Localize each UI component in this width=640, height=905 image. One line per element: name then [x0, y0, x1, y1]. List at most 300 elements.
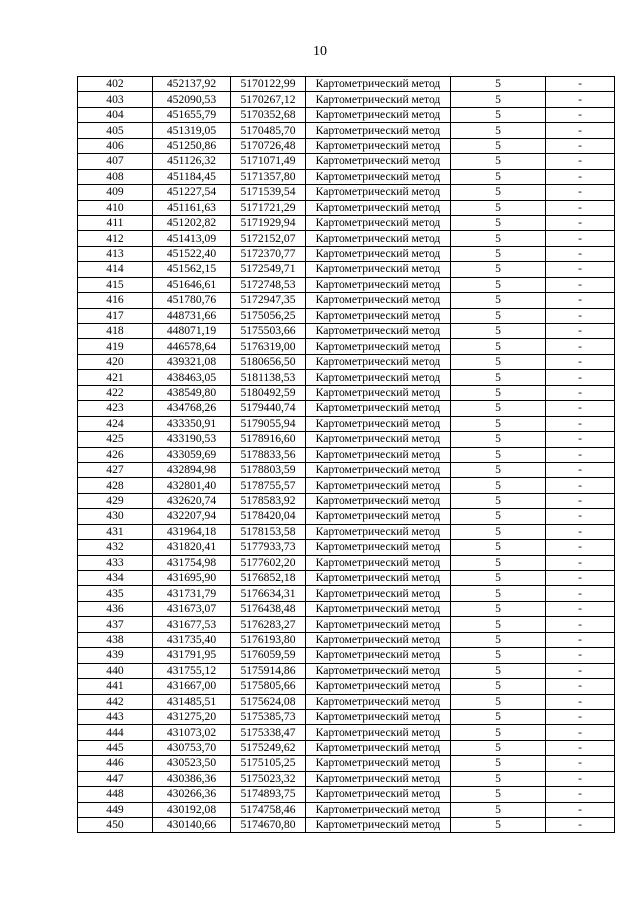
point-number-cell: 414: [78, 262, 153, 277]
description-cell: -: [546, 679, 615, 694]
y-coordinate-cell: 5176438,48: [231, 601, 306, 616]
y-coordinate-cell: 5170267,12: [231, 92, 306, 107]
table-row: [78, 339, 615, 354]
method-cell: Картометрический метод: [306, 370, 451, 385]
table-row: [78, 169, 615, 184]
x-coordinate-cell: 431073,02: [153, 725, 231, 740]
point-number-cell: 437: [78, 617, 153, 632]
y-coordinate-cell: 5178420,04: [231, 509, 306, 524]
accuracy-cell: 5: [451, 571, 546, 586]
method-cell: Картометрический метод: [306, 617, 451, 632]
description-cell: -: [546, 138, 615, 153]
accuracy-cell: 5: [451, 632, 546, 647]
table-row: [78, 432, 615, 447]
description-cell: -: [546, 277, 615, 292]
method-cell: Картометрический метод: [306, 293, 451, 308]
table-row: [78, 277, 615, 292]
y-coordinate-cell: 5177602,20: [231, 555, 306, 570]
accuracy-cell: 5: [451, 586, 546, 601]
accuracy-cell: 5: [451, 756, 546, 771]
table-row: [78, 756, 615, 771]
y-coordinate-cell: 5181138,53: [231, 370, 306, 385]
x-coordinate-cell: 430753,70: [153, 740, 231, 755]
description-cell: -: [546, 370, 615, 385]
table-row: [78, 354, 615, 369]
method-cell: Картометрический метод: [306, 169, 451, 184]
table-row: [78, 401, 615, 416]
x-coordinate-cell: 439321,08: [153, 354, 231, 369]
y-coordinate-cell: 5175805,66: [231, 679, 306, 694]
accuracy-cell: 5: [451, 478, 546, 493]
table-row: [78, 447, 615, 462]
point-number-cell: 423: [78, 401, 153, 416]
x-coordinate-cell: 451646,61: [153, 277, 231, 292]
point-number-cell: 435: [78, 586, 153, 601]
table-row: [78, 694, 615, 709]
y-coordinate-cell: 5179440,74: [231, 401, 306, 416]
x-coordinate-cell: 430386,36: [153, 771, 231, 786]
accuracy-cell: 5: [451, 262, 546, 277]
y-coordinate-cell: 5177933,73: [231, 540, 306, 555]
accuracy-cell: 5: [451, 231, 546, 246]
method-cell: Картометрический метод: [306, 555, 451, 570]
y-coordinate-cell: 5174893,75: [231, 787, 306, 802]
point-number-cell: 421: [78, 370, 153, 385]
accuracy-cell: 5: [451, 540, 546, 555]
accuracy-cell: 5: [451, 215, 546, 230]
method-cell: Картометрический метод: [306, 432, 451, 447]
point-number-cell: 441: [78, 679, 153, 694]
description-cell: -: [546, 324, 615, 339]
y-coordinate-cell: 5172748,53: [231, 277, 306, 292]
x-coordinate-cell: 434768,26: [153, 401, 231, 416]
accuracy-cell: 5: [451, 308, 546, 323]
point-number-cell: 434: [78, 571, 153, 586]
description-cell: -: [546, 123, 615, 138]
x-coordinate-cell: 431731,79: [153, 586, 231, 601]
table-row: [78, 478, 615, 493]
table-row: [78, 154, 615, 169]
x-coordinate-cell: 433190,53: [153, 432, 231, 447]
table-row: [78, 293, 615, 308]
description-cell: -: [546, 571, 615, 586]
y-coordinate-cell: 5178803,59: [231, 462, 306, 477]
table-row: [78, 231, 615, 246]
x-coordinate-cell: 451161,63: [153, 200, 231, 215]
coordinates-table-body: [78, 77, 615, 833]
y-coordinate-cell: 5180656,50: [231, 354, 306, 369]
description-cell: -: [546, 555, 615, 570]
description-cell: -: [546, 818, 615, 833]
accuracy-cell: 5: [451, 694, 546, 709]
x-coordinate-cell: 432801,40: [153, 478, 231, 493]
table-row: [78, 493, 615, 508]
accuracy-cell: 5: [451, 555, 546, 570]
method-cell: Картометрический метод: [306, 802, 451, 817]
method-cell: Картометрический метод: [306, 509, 451, 524]
point-number-cell: 424: [78, 416, 153, 431]
point-number-cell: 442: [78, 694, 153, 709]
method-cell: Картометрический метод: [306, 185, 451, 200]
point-number-cell: 404: [78, 107, 153, 122]
point-number-cell: 431: [78, 524, 153, 539]
description-cell: -: [546, 432, 615, 447]
method-cell: Картометрический метод: [306, 571, 451, 586]
table-row: [78, 540, 615, 555]
method-cell: Картометрический метод: [306, 385, 451, 400]
point-number-cell: 439: [78, 648, 153, 663]
table-row: [78, 138, 615, 153]
accuracy-cell: 5: [451, 354, 546, 369]
description-cell: -: [546, 339, 615, 354]
y-coordinate-cell: 5175914,86: [231, 663, 306, 678]
x-coordinate-cell: 431735,40: [153, 632, 231, 647]
description-cell: -: [546, 308, 615, 323]
description-cell: -: [546, 293, 615, 308]
y-coordinate-cell: 5179055,94: [231, 416, 306, 431]
y-coordinate-cell: 5178153,58: [231, 524, 306, 539]
x-coordinate-cell: 431275,20: [153, 709, 231, 724]
method-cell: Картометрический метод: [306, 324, 451, 339]
accuracy-cell: 5: [451, 185, 546, 200]
point-number-cell: 403: [78, 92, 153, 107]
point-number-cell: 440: [78, 663, 153, 678]
x-coordinate-cell: 431673,07: [153, 601, 231, 616]
accuracy-cell: 5: [451, 401, 546, 416]
table-row: [78, 648, 615, 663]
table-row: [78, 725, 615, 740]
x-coordinate-cell: 430266,36: [153, 787, 231, 802]
table-row: [78, 601, 615, 616]
table-row: [78, 246, 615, 261]
point-number-cell: 433: [78, 555, 153, 570]
point-number-cell: 407: [78, 154, 153, 169]
y-coordinate-cell: 5175385,73: [231, 709, 306, 724]
accuracy-cell: 5: [451, 293, 546, 308]
x-coordinate-cell: 448731,66: [153, 308, 231, 323]
method-cell: Картометрический метод: [306, 709, 451, 724]
point-number-cell: 419: [78, 339, 153, 354]
point-number-cell: 418: [78, 324, 153, 339]
x-coordinate-cell: 431964,18: [153, 524, 231, 539]
x-coordinate-cell: 451126,32: [153, 154, 231, 169]
description-cell: -: [546, 493, 615, 508]
description-cell: -: [546, 354, 615, 369]
method-cell: Картометрический метод: [306, 262, 451, 277]
x-coordinate-cell: 433059,69: [153, 447, 231, 462]
x-coordinate-cell: 430192,08: [153, 802, 231, 817]
description-cell: -: [546, 586, 615, 601]
point-number-cell: 422: [78, 385, 153, 400]
accuracy-cell: 5: [451, 416, 546, 431]
x-coordinate-cell: 451250,86: [153, 138, 231, 153]
x-coordinate-cell: 432894,98: [153, 462, 231, 477]
table-row: [78, 586, 615, 601]
point-number-cell: 412: [78, 231, 153, 246]
table-row: [78, 185, 615, 200]
accuracy-cell: 5: [451, 679, 546, 694]
accuracy-cell: 5: [451, 277, 546, 292]
y-coordinate-cell: 5175105,25: [231, 756, 306, 771]
point-number-cell: 446: [78, 756, 153, 771]
method-cell: Картометрический метод: [306, 416, 451, 431]
accuracy-cell: 5: [451, 432, 546, 447]
description-cell: -: [546, 416, 615, 431]
accuracy-cell: 5: [451, 370, 546, 385]
method-cell: Картометрический метод: [306, 447, 451, 462]
method-cell: Картометрический метод: [306, 231, 451, 246]
y-coordinate-cell: 5175624,08: [231, 694, 306, 709]
method-cell: Картометрический метод: [306, 632, 451, 647]
table-row: [78, 632, 615, 647]
point-number-cell: 409: [78, 185, 153, 200]
description-cell: -: [546, 540, 615, 555]
y-coordinate-cell: 5176319,00: [231, 339, 306, 354]
accuracy-cell: 5: [451, 725, 546, 740]
description-cell: -: [546, 648, 615, 663]
point-number-cell: 417: [78, 308, 153, 323]
x-coordinate-cell: 431667,00: [153, 679, 231, 694]
x-coordinate-cell: 451184,45: [153, 169, 231, 184]
description-cell: -: [546, 802, 615, 817]
method-cell: Картометрический метод: [306, 540, 451, 555]
table-row: [78, 524, 615, 539]
point-number-cell: 445: [78, 740, 153, 755]
x-coordinate-cell: 451413,09: [153, 231, 231, 246]
description-cell: -: [546, 262, 615, 277]
table-row: [78, 617, 615, 632]
page-number: 10: [313, 44, 327, 59]
table-row: [78, 509, 615, 524]
point-number-cell: 444: [78, 725, 153, 740]
table-row: [78, 663, 615, 678]
point-number-cell: 420: [78, 354, 153, 369]
method-cell: Картометрический метод: [306, 354, 451, 369]
description-cell: -: [546, 509, 615, 524]
x-coordinate-cell: 431755,12: [153, 663, 231, 678]
table-row: [78, 818, 615, 833]
table-row: [78, 123, 615, 138]
table-row: [78, 385, 615, 400]
y-coordinate-cell: 5176634,31: [231, 586, 306, 601]
description-cell: -: [546, 740, 615, 755]
description-cell: -: [546, 401, 615, 416]
x-coordinate-cell: 432207,94: [153, 509, 231, 524]
description-cell: -: [546, 632, 615, 647]
table-row: [78, 740, 615, 755]
description-cell: -: [546, 385, 615, 400]
accuracy-cell: 5: [451, 771, 546, 786]
table-row: [78, 200, 615, 215]
method-cell: Картометрический метод: [306, 648, 451, 663]
accuracy-cell: 5: [451, 493, 546, 508]
y-coordinate-cell: 5172152,07: [231, 231, 306, 246]
accuracy-cell: 5: [451, 92, 546, 107]
y-coordinate-cell: 5180492,59: [231, 385, 306, 400]
accuracy-cell: 5: [451, 462, 546, 477]
y-coordinate-cell: 5178916,60: [231, 432, 306, 447]
table-row: [78, 416, 615, 431]
point-number-cell: 408: [78, 169, 153, 184]
table-row: [78, 802, 615, 817]
description-cell: -: [546, 200, 615, 215]
description-cell: -: [546, 771, 615, 786]
y-coordinate-cell: 5174670,80: [231, 818, 306, 833]
description-cell: -: [546, 725, 615, 740]
x-coordinate-cell: 451655,79: [153, 107, 231, 122]
coordinates-table: [77, 76, 615, 833]
method-cell: Картометрический метод: [306, 818, 451, 833]
method-cell: Картометрический метод: [306, 277, 451, 292]
description-cell: -: [546, 787, 615, 802]
method-cell: Картометрический метод: [306, 493, 451, 508]
description-cell: -: [546, 154, 615, 169]
method-cell: Картометрический метод: [306, 586, 451, 601]
y-coordinate-cell: 5170485,70: [231, 123, 306, 138]
method-cell: Картометрический метод: [306, 401, 451, 416]
method-cell: Картометрический метод: [306, 77, 451, 92]
description-cell: -: [546, 617, 615, 632]
y-coordinate-cell: 5170352,68: [231, 107, 306, 122]
accuracy-cell: 5: [451, 709, 546, 724]
description-cell: -: [546, 709, 615, 724]
y-coordinate-cell: 5171357,80: [231, 169, 306, 184]
accuracy-cell: 5: [451, 524, 546, 539]
point-number-cell: 410: [78, 200, 153, 215]
x-coordinate-cell: 438463,05: [153, 370, 231, 385]
x-coordinate-cell: 431695,90: [153, 571, 231, 586]
x-coordinate-cell: 431791,95: [153, 648, 231, 663]
point-number-cell: 402: [78, 77, 153, 92]
method-cell: Картометрический метод: [306, 740, 451, 755]
accuracy-cell: 5: [451, 787, 546, 802]
description-cell: -: [546, 185, 615, 200]
method-cell: Картометрический метод: [306, 756, 451, 771]
method-cell: Картометрический метод: [306, 524, 451, 539]
method-cell: Картометрический метод: [306, 679, 451, 694]
method-cell: Картометрический метод: [306, 771, 451, 786]
point-number-cell: 438: [78, 632, 153, 647]
point-number-cell: 428: [78, 478, 153, 493]
accuracy-cell: 5: [451, 663, 546, 678]
accuracy-cell: 5: [451, 740, 546, 755]
description-cell: -: [546, 215, 615, 230]
x-coordinate-cell: 432620,74: [153, 493, 231, 508]
y-coordinate-cell: 5174758,46: [231, 802, 306, 817]
x-coordinate-cell: 452090,53: [153, 92, 231, 107]
point-number-cell: 429: [78, 493, 153, 508]
accuracy-cell: 5: [451, 169, 546, 184]
y-coordinate-cell: 5170726,48: [231, 138, 306, 153]
x-coordinate-cell: 438549,80: [153, 385, 231, 400]
method-cell: Картометрический метод: [306, 215, 451, 230]
x-coordinate-cell: 451227,54: [153, 185, 231, 200]
x-coordinate-cell: 433350,91: [153, 416, 231, 431]
y-coordinate-cell: 5175023,32: [231, 771, 306, 786]
x-coordinate-cell: 430523,50: [153, 756, 231, 771]
description-cell: -: [546, 756, 615, 771]
y-coordinate-cell: 5171539,54: [231, 185, 306, 200]
description-cell: -: [546, 447, 615, 462]
description-cell: -: [546, 246, 615, 261]
table-row: [78, 787, 615, 802]
point-number-cell: 426: [78, 447, 153, 462]
y-coordinate-cell: 5172549,71: [231, 262, 306, 277]
point-number-cell: 405: [78, 123, 153, 138]
method-cell: Картометрический метод: [306, 694, 451, 709]
method-cell: Картометрический метод: [306, 138, 451, 153]
table-row: [78, 571, 615, 586]
description-cell: -: [546, 107, 615, 122]
y-coordinate-cell: 5178755,57: [231, 478, 306, 493]
y-coordinate-cell: 5176283,27: [231, 617, 306, 632]
accuracy-cell: 5: [451, 447, 546, 462]
point-number-cell: 415: [78, 277, 153, 292]
y-coordinate-cell: 5172947,35: [231, 293, 306, 308]
point-number-cell: 413: [78, 246, 153, 261]
method-cell: Картометрический метод: [306, 92, 451, 107]
description-cell: -: [546, 694, 615, 709]
y-coordinate-cell: 5171071,49: [231, 154, 306, 169]
table-row: [78, 77, 615, 92]
x-coordinate-cell: 451202,82: [153, 215, 231, 230]
point-number-cell: 406: [78, 138, 153, 153]
x-coordinate-cell: 451522,40: [153, 246, 231, 261]
y-coordinate-cell: 5176193,80: [231, 632, 306, 647]
table-row: [78, 107, 615, 122]
y-coordinate-cell: 5175249,62: [231, 740, 306, 755]
accuracy-cell: 5: [451, 324, 546, 339]
method-cell: Картометрический метод: [306, 478, 451, 493]
description-cell: -: [546, 92, 615, 107]
accuracy-cell: 5: [451, 802, 546, 817]
y-coordinate-cell: 5171929,94: [231, 215, 306, 230]
y-coordinate-cell: 5175338,47: [231, 725, 306, 740]
accuracy-cell: 5: [451, 123, 546, 138]
accuracy-cell: 5: [451, 339, 546, 354]
accuracy-cell: 5: [451, 138, 546, 153]
table-row: [78, 709, 615, 724]
method-cell: Картометрический метод: [306, 200, 451, 215]
y-coordinate-cell: 5175503,66: [231, 324, 306, 339]
y-coordinate-cell: 5172370,77: [231, 246, 306, 261]
table-row: [78, 324, 615, 339]
y-coordinate-cell: 5178833,56: [231, 447, 306, 462]
table-row: [78, 215, 615, 230]
point-number-cell: 411: [78, 215, 153, 230]
description-cell: -: [546, 231, 615, 246]
accuracy-cell: 5: [451, 107, 546, 122]
point-number-cell: 450: [78, 818, 153, 833]
table-row: [78, 679, 615, 694]
method-cell: Картометрический метод: [306, 123, 451, 138]
description-cell: -: [546, 169, 615, 184]
description-cell: -: [546, 462, 615, 477]
point-number-cell: 430: [78, 509, 153, 524]
table-row: [78, 555, 615, 570]
method-cell: Картометрический метод: [306, 339, 451, 354]
description-cell: -: [546, 524, 615, 539]
x-coordinate-cell: 430140,66: [153, 818, 231, 833]
table-row: [78, 308, 615, 323]
x-coordinate-cell: 431677,53: [153, 617, 231, 632]
y-coordinate-cell: 5175056,25: [231, 308, 306, 323]
accuracy-cell: 5: [451, 77, 546, 92]
method-cell: Картометрический метод: [306, 725, 451, 740]
x-coordinate-cell: 452137,92: [153, 77, 231, 92]
point-number-cell: 427: [78, 462, 153, 477]
accuracy-cell: 5: [451, 385, 546, 400]
